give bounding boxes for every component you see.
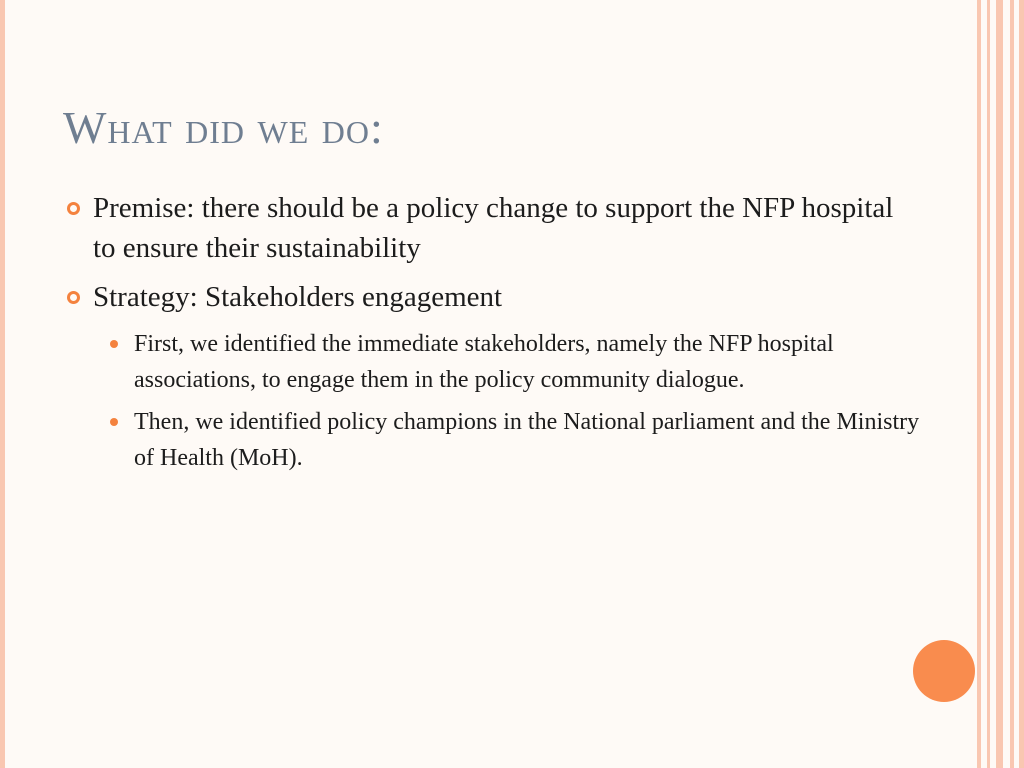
bullet-text: Strategy: Stakeholders engagement (93, 281, 503, 313)
left-border (0, 0, 5, 768)
subbullet-text: First, we identified the immediate stakeholders, namely the NFP hospital associations, to engage them in the policy community dialogue. (134, 331, 834, 393)
slide-title: What did we do: (63, 102, 384, 153)
slide-body (62, 188, 922, 482)
subbullet-champions (62, 404, 922, 476)
bullet-premise (62, 188, 922, 268)
bullet-strategy (62, 277, 922, 317)
right-stripe-2 (987, 0, 990, 768)
right-stripe-3 (996, 0, 1003, 768)
right-stripe-4 (1010, 0, 1014, 768)
decorative-circle (913, 640, 975, 702)
dot-bullet-icon (110, 418, 118, 426)
subbullet-stakeholders (62, 326, 922, 398)
subbullet-text: Then, we identified policy champions in the National parliament and the Ministry of Health (MoH). (134, 409, 920, 471)
right-stripe-5 (1019, 0, 1024, 768)
ring-bullet-icon (67, 202, 80, 215)
dot-bullet-icon (110, 340, 118, 348)
bullet-text: Premise: there should be a policy change to support the NFP hospital to ensure their sustainability (93, 192, 894, 264)
right-stripe-1 (977, 0, 981, 768)
ring-bullet-icon (67, 291, 80, 304)
